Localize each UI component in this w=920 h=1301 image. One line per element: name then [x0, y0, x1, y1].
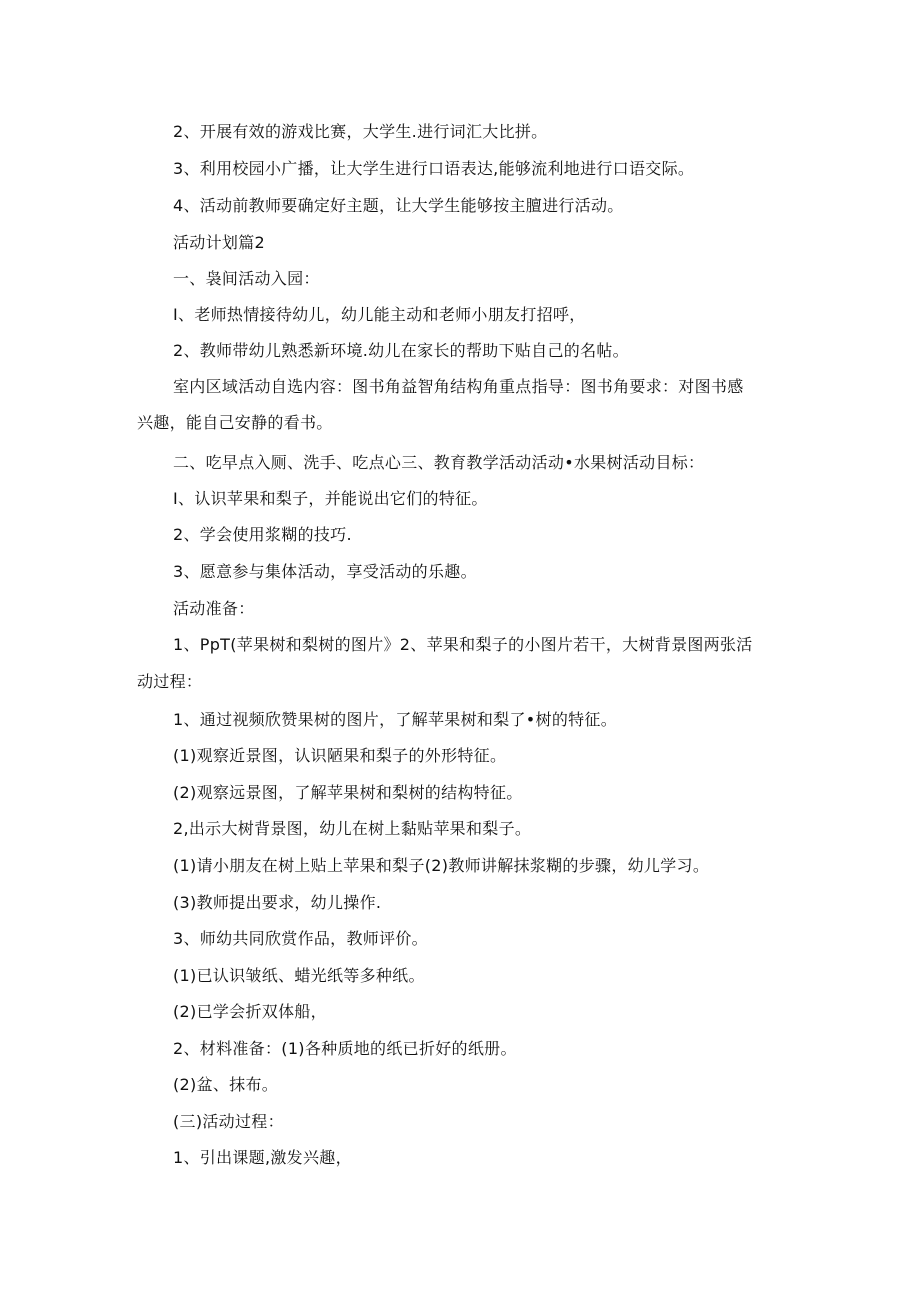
- section-heading: 活动计划篇2: [173, 233, 265, 252]
- text-line: (1)已认识皱纸、蜡光纸等多种纸。: [173, 966, 425, 985]
- text-line: 1、通过视频欣赞果树的图片，了解苹果树和梨了•树的特征。: [173, 710, 618, 729]
- text-line: 2、开展有效的游戏比赛，大学生.进行词汇大比拼。: [173, 122, 548, 141]
- text-line: (3)教师提出要求，幼儿操作.: [173, 893, 382, 912]
- text-line: (2)盆、抹布。: [173, 1075, 279, 1094]
- text-line: 1、PpT(苹果树和梨树的图片》2、苹果和梨子的小图片若干，大树背景图两张活: [173, 635, 753, 654]
- text-line: 活动准备：: [173, 599, 255, 618]
- text-line: 兴趣，能自己安静的看书。: [137, 413, 333, 432]
- text-line: (2)已学会折双体船，: [173, 1002, 327, 1021]
- text-line: 3、师幼共同欣赏作品，教师评价。: [173, 929, 428, 948]
- text-line: (1)请小朋友在树上贴上苹果和梨子(2)教师讲解抹浆糊的步骤，幼儿学习。: [173, 856, 710, 875]
- text-line: 2,出示大树背景图，幼儿在树上黏贴苹果和梨子。: [173, 819, 532, 838]
- text-line: 1、引出课题,激发兴趣，: [173, 1148, 352, 1167]
- text-line: I、老师热情接待幼儿，幼儿能主动和老师小朋友打招呼，: [173, 305, 586, 324]
- text-line: 3、利用校园小广播，让大学生进行口语表达,能够流利地进行口语交际。: [173, 159, 695, 178]
- text-line: 二、吃早点入厕、洗手、吃点心三、教育教学活动活动•水果树活动目标：: [173, 453, 705, 472]
- text-line: (2)观察远景图，了解苹果树和梨树的结构特征。: [173, 783, 523, 802]
- text-line: 2、教师带幼儿熟悉新环境.幼儿在家长的帮助下贴自己的名帖。: [173, 341, 629, 360]
- text-line: 一、袅间活动入园：: [173, 269, 320, 288]
- text-line: (1)观察近景图，认识陋果和梨子的外形特征。: [173, 746, 507, 765]
- text-line: (三)活动过程：: [173, 1112, 284, 1131]
- text-line: 4、活动前教师要确定好主题，让大学生能够按主膻进行活动。: [173, 196, 624, 215]
- text-line: 2、学会使用浆糊的技巧.: [173, 525, 352, 544]
- text-line: I、认识苹果和梨子，并能说出它们的特征。: [173, 489, 488, 508]
- text-line: 3、愿意参与集体活动，享受活动的乐趣。: [173, 562, 477, 581]
- text-line: 动过程：: [137, 672, 203, 691]
- text-line: 室内区域活动自选内容：图书角益智角结构角重点指导：图书角要求：对图书感: [173, 377, 744, 396]
- text-line: 2、材料准备：(1)各种质地的纸已折好的纸册。: [173, 1039, 517, 1058]
